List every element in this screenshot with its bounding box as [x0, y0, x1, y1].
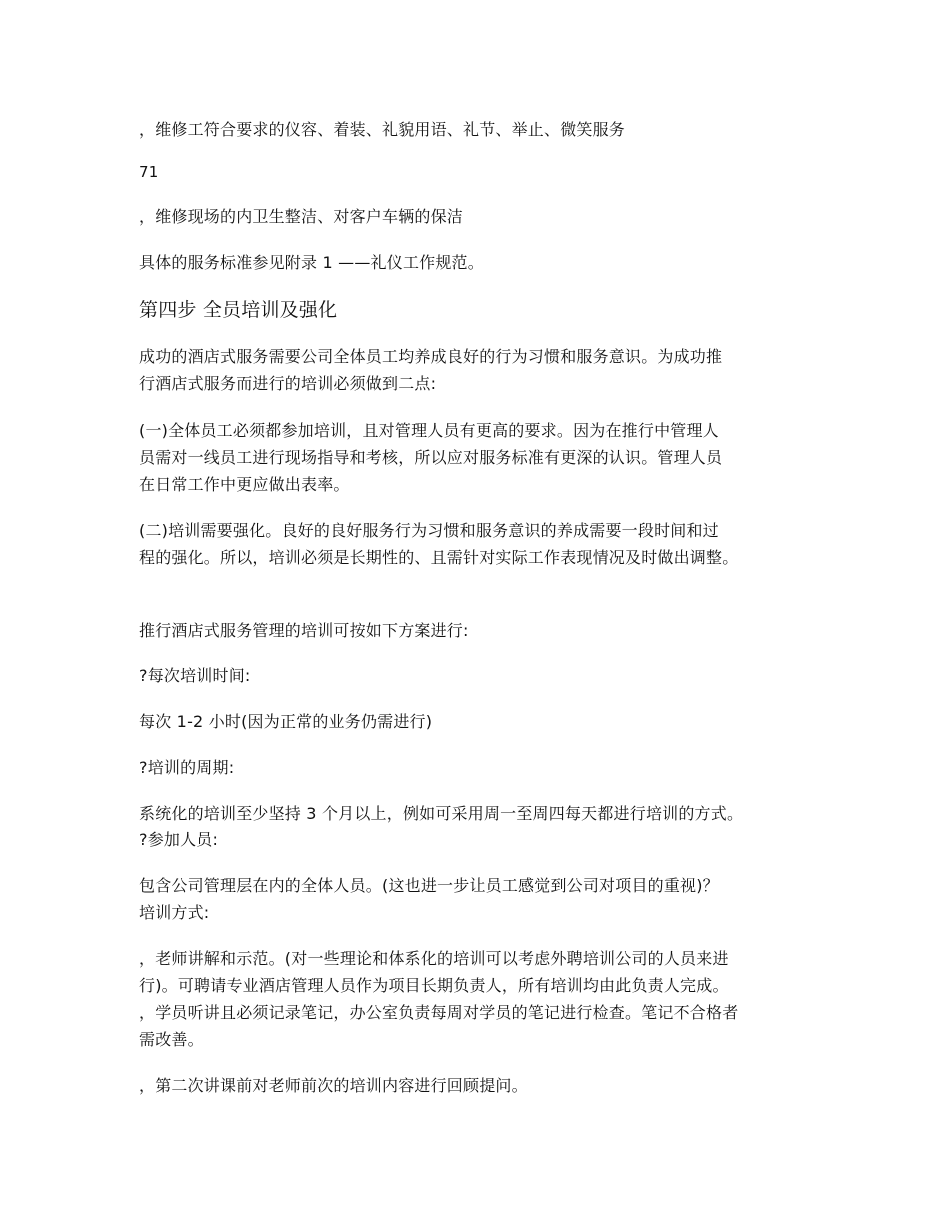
paragraph-line: 每次 1-2 小时(因为正常的业务仍需进行): [139, 712, 433, 731]
section-heading: 第四步 全员培训及强化: [139, 299, 338, 321]
paragraph-line: (二)培训需要强化。良好的良好服务行为习惯和服务意识的养成需要一段时间和过: [139, 521, 719, 540]
list-item: ?参加人员:: [139, 830, 219, 849]
list-item: 培训方式:: [139, 903, 210, 922]
list-item: ?培训的周期:: [139, 758, 235, 777]
paragraph-line: 包含公司管理层在内的全体人员。(这也进一步让员工感觉到公司对项目的重视)？: [139, 876, 719, 895]
paragraph-line: 行酒店式服务而进行的培训必须做到二点:: [139, 374, 437, 393]
paragraph-line: 系统化的培训至少坚持 3 个月以上，例如可采用周一至周四每天都进行培训的方式。: [139, 804, 744, 823]
paragraph-line: ，老师讲解和示范。(对一些理论和体系化的培训可以考虑外聘培训公司的人员来进: [139, 949, 729, 968]
text-line: 具体的服务标准参见附录 1 ——礼仪工作规范。: [139, 253, 484, 272]
paragraph-line: 成功的酒店式服务需要公司全体员工均养成良好的行为习惯和服务意识。为成功推: [139, 347, 723, 366]
list-item: ?每次培训时间:: [139, 666, 251, 685]
text-line: ，维修现场的内卫生整洁、对客户车辆的保洁: [139, 207, 464, 226]
page-number: 71: [139, 163, 159, 181]
paragraph-line: ，学员听讲且必须记录笔记，办公室负责每周对学员的笔记进行检查。笔记不合格者: [139, 1003, 739, 1022]
paragraph-line: 在日常工作中更应做出表率。: [139, 475, 350, 494]
paragraph-line: 需改善。: [139, 1030, 204, 1049]
paragraph-line: 行)。可聘请专业酒店管理人员作为项目长期负责人，所有培训均由此负责人完成。: [139, 976, 729, 995]
paragraph-line: ，第二次讲课前对老师前次的培训内容进行回顾提问。: [139, 1076, 528, 1095]
paragraph-line: 员需对一线员工进行现场指导和考核，所以应对服务标准有更深的认识。管理人员: [139, 448, 723, 467]
paragraph-line: (一)全体员工必须都参加培训，且对管理人员有更高的要求。因为在推行中管理人: [139, 421, 719, 440]
paragraph-line: 程的强化。所以，培训必须是长期性的、且需针对实际工作表现情况及时做出调整。: [139, 548, 739, 567]
text-line: ，维修工符合要求的仪容、着装、礼貌用语、礼节、举止、微笑服务: [139, 120, 626, 139]
paragraph-line: 推行酒店式服务管理的培训可按如下方案进行:: [139, 621, 469, 640]
